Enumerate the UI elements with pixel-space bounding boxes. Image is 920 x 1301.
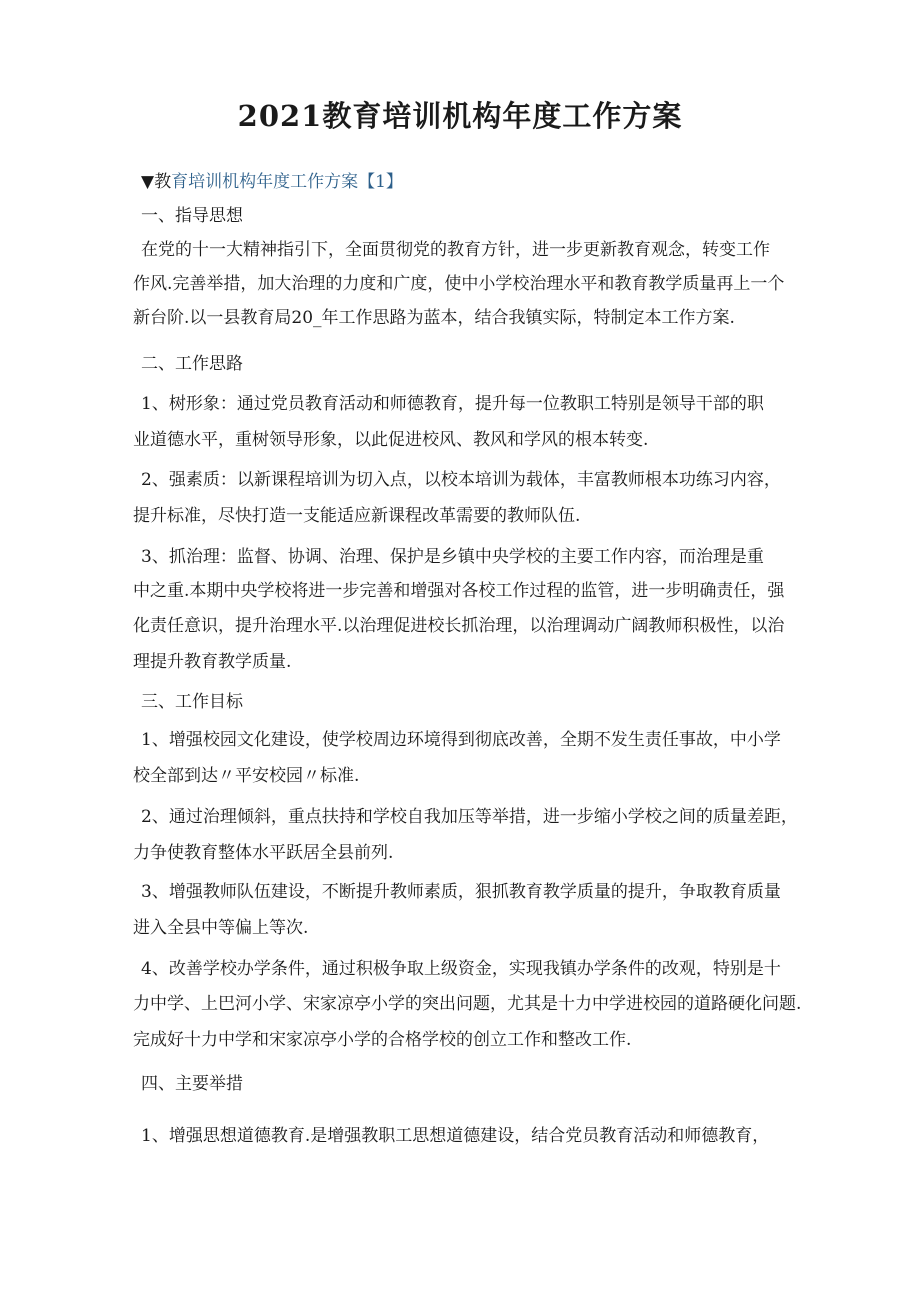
heading-main-measures: 四、主要举措 [141, 1074, 243, 1094]
paragraph-line: 4、改善学校办学条件，通过积极争取上级资金，实现我镇办学条件的改观，特别是十 [141, 959, 781, 979]
paragraph-line: 进入全县中等偏上等次. [133, 918, 309, 938]
heading-work-approach: 二、工作思路 [141, 354, 243, 374]
heading-work-goals: 三、工作目标 [141, 692, 243, 712]
paragraph-line: 完成好十力中学和宋家凉亭小学的合格学校的创立工作和整改工作. [133, 1030, 632, 1050]
paragraph-line: 新台阶.以一县教育局20_年工作思路为蓝本，结合我镇实际，特制定本工作方案. [133, 308, 735, 328]
paragraph-line: 3、抓治理：监督、协调、治理、保护是乡镇中央学校的主要工作内容，而治理是重 [141, 547, 764, 567]
paragraph-line: 校全部到达〃平安校园〃标准. [133, 766, 360, 786]
paragraph-line: 1、增强思想道德教育.是增强教职工思想道德建设，结合党员教育活动和师德教育， [141, 1126, 770, 1146]
paragraph-line: 3、增强教师队伍建设，不断提升教师素质，狠抓教育教学质量的提升，争取教育质量 [141, 882, 781, 902]
document-title: 2021教育培训机构年度工作方案 [237, 99, 683, 133]
paragraph-line: 2、通过治理倾斜，重点扶持和学校自我加压等举措，进一步缩小学校之间的质量差距， [141, 807, 798, 827]
section-link-text[interactable]: 育培训机构年度工作方案【1】 [171, 172, 403, 192]
heading-guiding-ideology: 一、指导思想 [141, 206, 243, 226]
paragraph-line: 2、强素质：以新课程培训为切入点，以校本培训为载体，丰富教师根本功练习内容， [141, 470, 781, 490]
paragraph-line: 中之重.本期中央学校将进一步完善和增强对各校工作过程的监管，进一步明确责任，强 [133, 581, 785, 601]
paragraph-line: 1、增强校园文化建设，使学校周边环境得到彻底改善，全期不发生责任事故，中小学 [141, 730, 781, 750]
section-heading-link[interactable] [141, 170, 831, 194]
paragraph-line: 1、树形象：通过党员教育活动和师德教育，提升每一位教职工特别是领导干部的职 [141, 394, 764, 414]
paragraph-line: 提升标准，尽快打造一支能适应新课程改革需要的教师队伍. [133, 506, 581, 526]
collapse-marker[interactable]: ▼教 [141, 172, 172, 192]
paragraph-line: 理提升教育教学质量. [133, 652, 292, 672]
paragraph-line: 化责任意识，提升治理水平.以治理促进校长抓治理，以治理调动广阔教师积极性，以治 [133, 616, 785, 636]
paragraph-line: 力争使教育整体水平跃居全县前列. [133, 843, 394, 863]
paragraph-line: 在党的十一大精神指引下，全面贯彻党的教育方针，进一步更新教育观念，转变工作 [141, 240, 770, 260]
paragraph-line: 业道德水平，重树领导形象，以此促进校风、教风和学风的根本转变. [133, 430, 649, 450]
paragraph-line: 作风.完善举措，加大治理的力度和广度，使中小学校治理水平和教育教学质量再上一个 [133, 274, 785, 294]
paragraph-line: 力中学、上巴河小学、宋家凉亭小学的突出问题，尤其是十力中学进校园的道路硬化问题. [133, 994, 802, 1014]
